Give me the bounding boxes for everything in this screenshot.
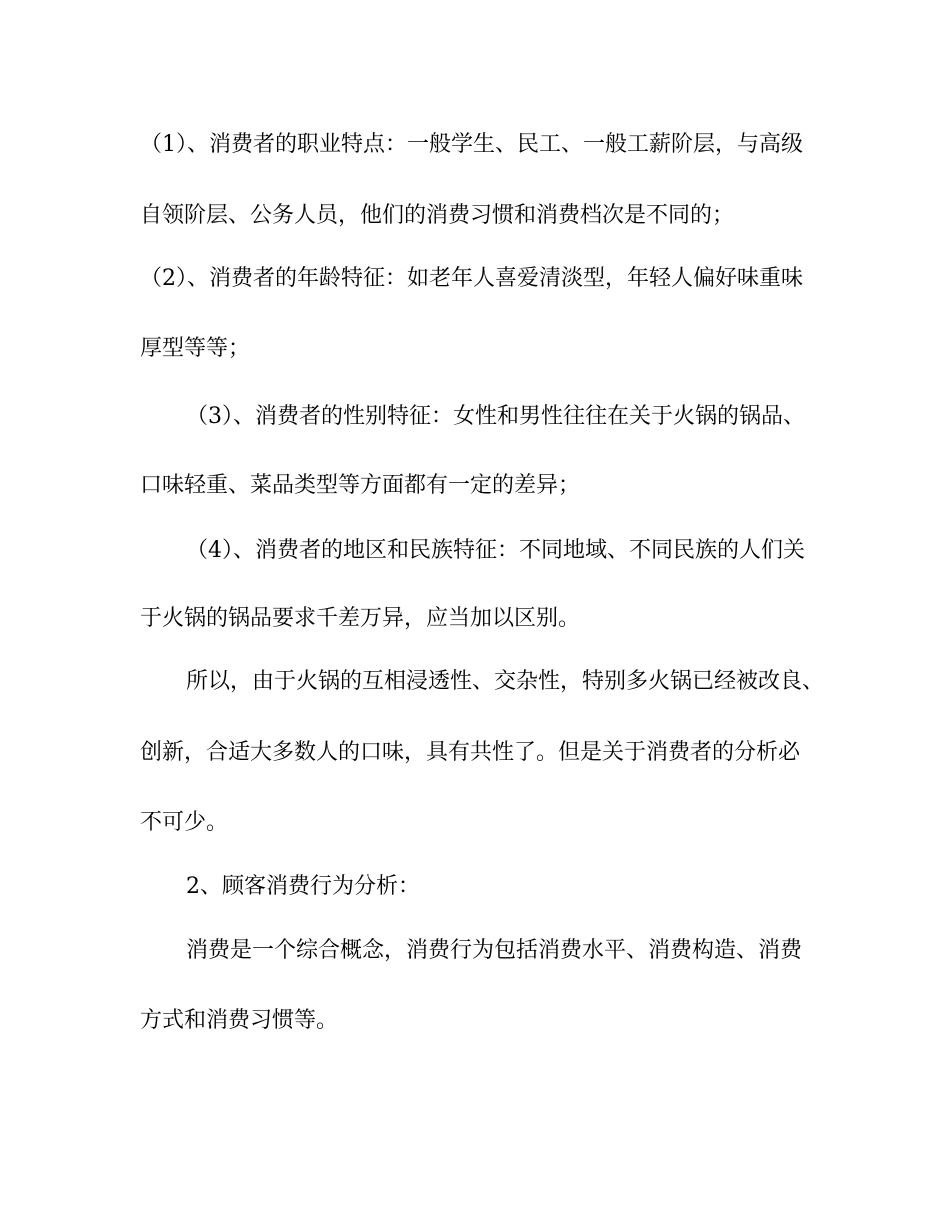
text-line: 创新，合适大多数人的口味，具有共性了。但是关于消费者的分析必 xyxy=(140,740,801,765)
text-line: 厚型等等； xyxy=(140,336,251,361)
text-line: （1）、消费者的职业特点：一般学生、民工、一般工薪阶层，与高级 xyxy=(140,132,803,157)
text-line: 所以，由于火锅的互相浸透性、交杂性，特别多火锅已经被改良、 xyxy=(186,669,825,694)
text-line: 于火锅的锅品要求千差万异，应当加以区别。 xyxy=(140,606,581,631)
text-line: 方式和消费习惯等。 xyxy=(140,1008,339,1033)
text-line: （4）、消费者的地区和民族特征：不同地域、不同民族的人们关 xyxy=(186,538,805,563)
text-line: 自领阶层、公务人员，他们的消费习惯和消费档次是不同的； xyxy=(140,203,735,228)
section-heading: 2、顾客消费行为分析： xyxy=(186,874,420,899)
text-line: 不可少。 xyxy=(140,810,229,835)
text-line: 口味轻重、菜品类型等方面都有一定的差异； xyxy=(140,473,581,498)
text-line: 消费是一个综合概念，消费行为包括消费水平、消费构造、消费 xyxy=(186,938,803,963)
text-line: （3）、消费者的性别特征：女性和男性往往在关于火锅的锅品、 xyxy=(186,404,805,429)
text-line: （2）、消费者的年龄特征：如老年人喜爱清淡型，年轻人偏好味重味 xyxy=(140,266,803,291)
